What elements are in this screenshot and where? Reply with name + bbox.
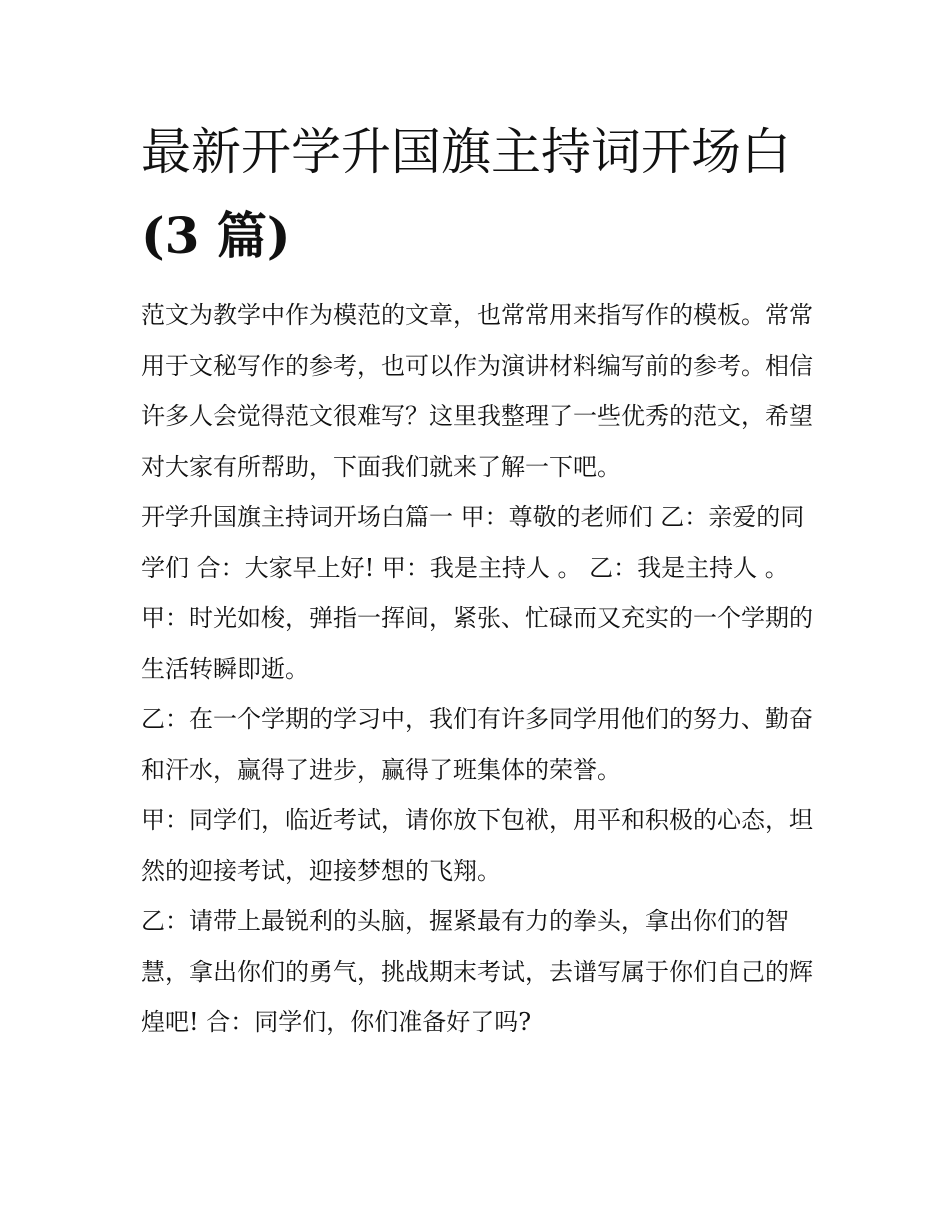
paragraph-intro: 范文为教学中作为模范的文章，也常常用来指写作的模板。常常用于文秘写作的参考，也可以作为演讲材料编写前的参考。相信许多人会觉得范文很难写？这里我整理了一些优秀的范文，希望对大家有所帮助，下面我们就来了解一下吧。 [141, 301, 813, 481]
document-title [141, 110, 816, 278]
paragraph-yi-2: 乙：请带上最锐利的头脑，握紧最有力的拳头，拿出你们的智慧，拿出你们的勇气，挑战期末考试，去谱写属于你们自己的辉煌吧! 合：同学们，你们准备好了吗? [141, 907, 813, 1036]
paragraph-yi-1: 乙：在一个学期的学习中，我们有许多同学用他们的努力、勤奋和汗水，赢得了进步，赢得了班集体的荣誉。 [141, 705, 813, 784]
paragraph-jia-1: 甲：时光如梭，弹指一挥间，紧张、忙碌而又充实的一个学期的生活转瞬即逝。 [141, 604, 813, 683]
document-body [141, 290, 816, 1048]
title-line-2: (3 篇) [141, 206, 291, 265]
document-content [141, 110, 816, 1048]
title-line-1: 最新开学升国旗主持词开场白 [141, 123, 791, 181]
paragraph-jia-2: 甲：同学们，临近考试，请你放下包袱，用平和积极的心态，坦然的迎接考试，迎接梦想的飞翔。 [141, 806, 813, 885]
paragraph-opening: 开学升国旗主持词开场白篇一 甲：尊敬的老师们 乙：亲爱的同学们 合：大家早上好! 甲：我是主持人 。 乙：我是主持人 。 [141, 503, 805, 582]
